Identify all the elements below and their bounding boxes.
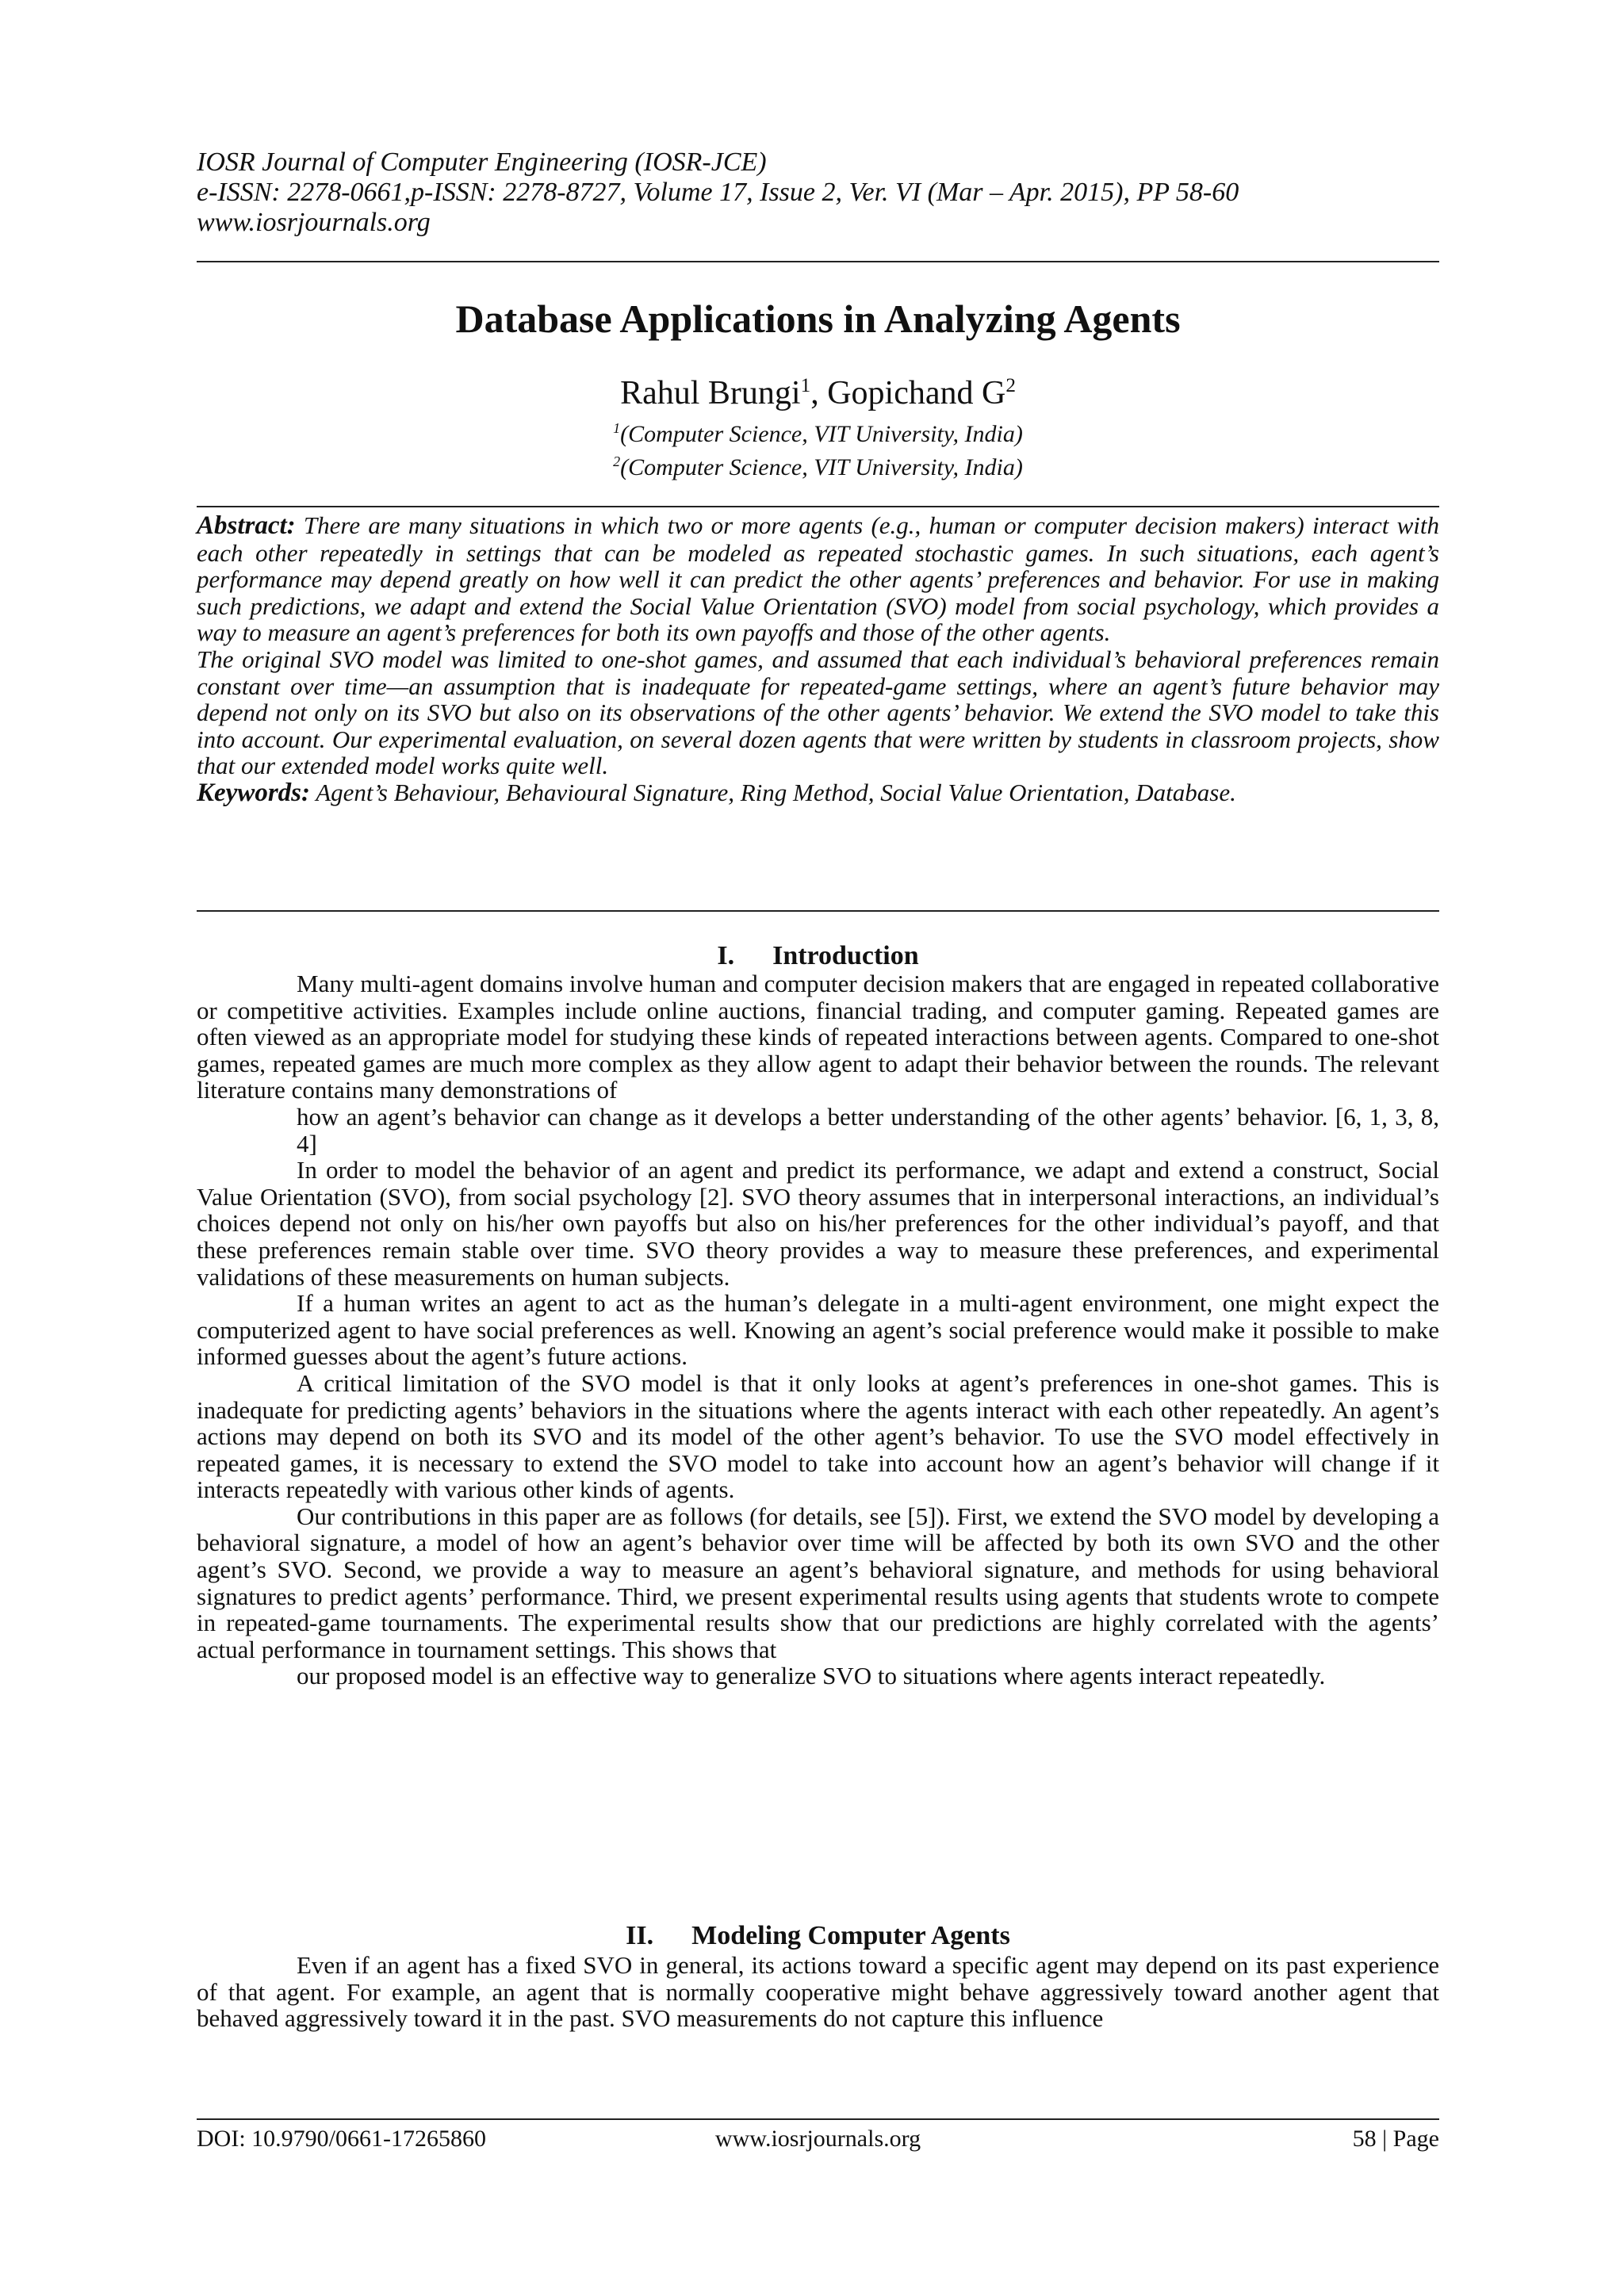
modeling-paragraph-1: Even if an agent has a fixed SVO in general, its actions toward a specific agent may depend on its past experience of that agent. For example, an agent that is normally cooperative might behave aggressively toward another agent that behaved aggressively toward it in the past. SVO measurements do not capture this influence bbox=[197, 1951, 1439, 2033]
modeling-body bbox=[197, 1952, 1439, 2032]
journal-name: IOSR Journal of Computer Engineering (IOSR-JCE) bbox=[197, 147, 767, 177]
author-1: Rahul Brungi bbox=[620, 375, 801, 411]
affiliation-1 bbox=[197, 420, 1439, 449]
affiliation-2 bbox=[197, 453, 1439, 482]
intro-paragraph-4: A critical limitation of the SVO model is that it only looks at agent’s preferences in one-shot games. This is inadequate for predicting agents’ behaviors in the situations where the agents interact with each other repeatedly. An agent’s actions may depend on both its SVO and its model of the other agent’s behavior. To use the SVO model effectively in repeated games, it is necessary to extend the SVO model to take into account how an agent’s behavior will change if it interacts repeatedly with various other kinds of agents. bbox=[197, 1368, 1439, 1504]
author-2-sup: 2 bbox=[1005, 375, 1016, 396]
intro-paragraph-5-continued: our proposed model is an effective way to generalize SVO to situations where agents interact repeatedly. bbox=[297, 1662, 1326, 1690]
section-heading-introduction bbox=[197, 940, 1439, 972]
intro-paragraph-3: If a human writes an agent to act as the human’s delegate in a multi-agent environment, one might expect the computerized agent to have social preferences as well. Knowing an agent’s social preference would make it possible to make informed guesses about the agent’s future actions. bbox=[197, 1289, 1439, 1371]
section-2-number: II. bbox=[626, 1921, 654, 1950]
author-line bbox=[197, 374, 1439, 412]
affiliation-1-sup: 1 bbox=[613, 420, 621, 436]
paper-title: Database Applications in Analyzing Agents bbox=[455, 297, 1181, 341]
journal-website: www.iosrjournals.org bbox=[197, 208, 431, 237]
footer-website: www.iosrjournals.org bbox=[714, 2126, 921, 2152]
intro-paragraph-1-continued: how an agent’s behavior can change as it develops a better understanding of the other agents’ behavior. [6, 1, 3, 8, 4] bbox=[297, 1102, 1439, 1158]
author-2: Gopichand G bbox=[827, 375, 1006, 411]
abstract-bottom-divider bbox=[197, 910, 1439, 912]
header-divider bbox=[197, 261, 1439, 262]
abstract bbox=[197, 512, 1439, 807]
footer-doi: DOI: 10.9790/0661-17265860 bbox=[197, 2126, 486, 2152]
abstract-top-divider bbox=[197, 506, 1439, 507]
author-1-sup: 1 bbox=[800, 375, 811, 396]
section-heading-modeling bbox=[197, 1920, 1439, 1952]
section-2-title: Modeling Computer Agents bbox=[691, 1921, 1010, 1950]
journal-header bbox=[197, 147, 1439, 238]
affiliation-1-text: (Computer Science, VIT University, India) bbox=[620, 421, 1023, 447]
footer-divider bbox=[197, 2118, 1439, 2120]
keywords-text: Agent’s Behaviour, Behavioural Signature, Ring Method, Social Value Orientation, Database. bbox=[316, 778, 1236, 806]
affiliation-2-sup: 2 bbox=[613, 453, 621, 469]
introduction-body bbox=[197, 970, 1439, 1689]
section-1-number: I. bbox=[717, 941, 735, 970]
footer-page-number: 58 | Page bbox=[1352, 2126, 1439, 2152]
intro-paragraph-5: Our contributions in this paper are as follows (for details, see [5]). First, we extend the SVO model by developing a behavioral signature, a model of how an agent’s behavior over time will be affected by both its own SVO and the other agent’s SVO. Second, we provide a way to measure an agent’s behavioral signature, and methods for using behavioral signatures to predict agents’ performance. Third, we present experimental results using agents that students wrote to compete in repeated-game tournaments. The experimental results show that our predictions are highly correlated with the agents’ actual performance in tournament settings. This shows that bbox=[197, 1502, 1439, 1663]
section-1-title: Introduction bbox=[772, 941, 919, 970]
intro-paragraph-1: Many multi-agent domains involve human and computer decision makers that are engaged in repeated collaborative or competitive activities. Examples include online auctions, financial trading, and computer gaming. Repeated games are often viewed as an appropriate model for studying these kinds of repeated interactions between agents. Compared to one-shot games, repeated games are much more complex as they allow agent to adapt their behavior between the rounds. The relevant literature contains many demonstrations of bbox=[197, 970, 1439, 1104]
keywords bbox=[197, 779, 1439, 807]
author-separator: , bbox=[810, 375, 828, 411]
abstract-text-1: There are many situations in which two or more agents (e.g., human or computer decision makers) interact with each other repeatedly in settings that can be modeled as repeated stochastic games. In such situations, each agent’s performance may depend greatly on how well it can predict the other agents’ preferences and behavior. For use in making such predictions, we adapt and extend the Social Value Orientation (SVO) model from social psychology, which provides a way to measure an agent’s preferences for both its own payoffs and those of the other agents. bbox=[197, 511, 1440, 647]
abstract-paragraph-2: The original SVO model was limited to one-shot games, and assumed that each individual’s behavioral preferences remain constant over time—an assumption that is inadequate for repeated-game settings, where an agent’s future behavior may depend not only on its SVO but also on its observations of the other agents’ behavior. We extend the SVO model to take this into account. Our experimental evaluation, on several dozen agents that were written by students in classroom projects, show that our extended model works quite well. bbox=[197, 645, 1439, 780]
abstract-paragraph-1 bbox=[197, 512, 1439, 646]
journal-issn: e-ISSN: 2278-0661,p-ISSN: 2278-8727, Volume 17, Issue 2, Ver. VI (Mar – Apr. 2015), PP 58-60 bbox=[197, 178, 1239, 207]
intro-paragraph-2: In order to model the behavior of an agent and predict its performance, we adapt and extend a construct, Social Value Orientation (SVO), from social psychology [2]. SVO theory assumes that in interpersonal interactions, an individual’s choices depend not only on his/her own payoffs but also on his/her preferences for the other individual’s payoff, and that these preferences remain stable over time. SVO theory provides a way to measure these preferences, and experimental validations of these measurements on human subjects. bbox=[197, 1156, 1439, 1291]
keywords-label: Keywords: bbox=[197, 778, 310, 807]
abstract-label: Abstract: bbox=[197, 511, 296, 540]
affiliation-2-text: (Computer Science, VIT University, India) bbox=[620, 454, 1023, 480]
